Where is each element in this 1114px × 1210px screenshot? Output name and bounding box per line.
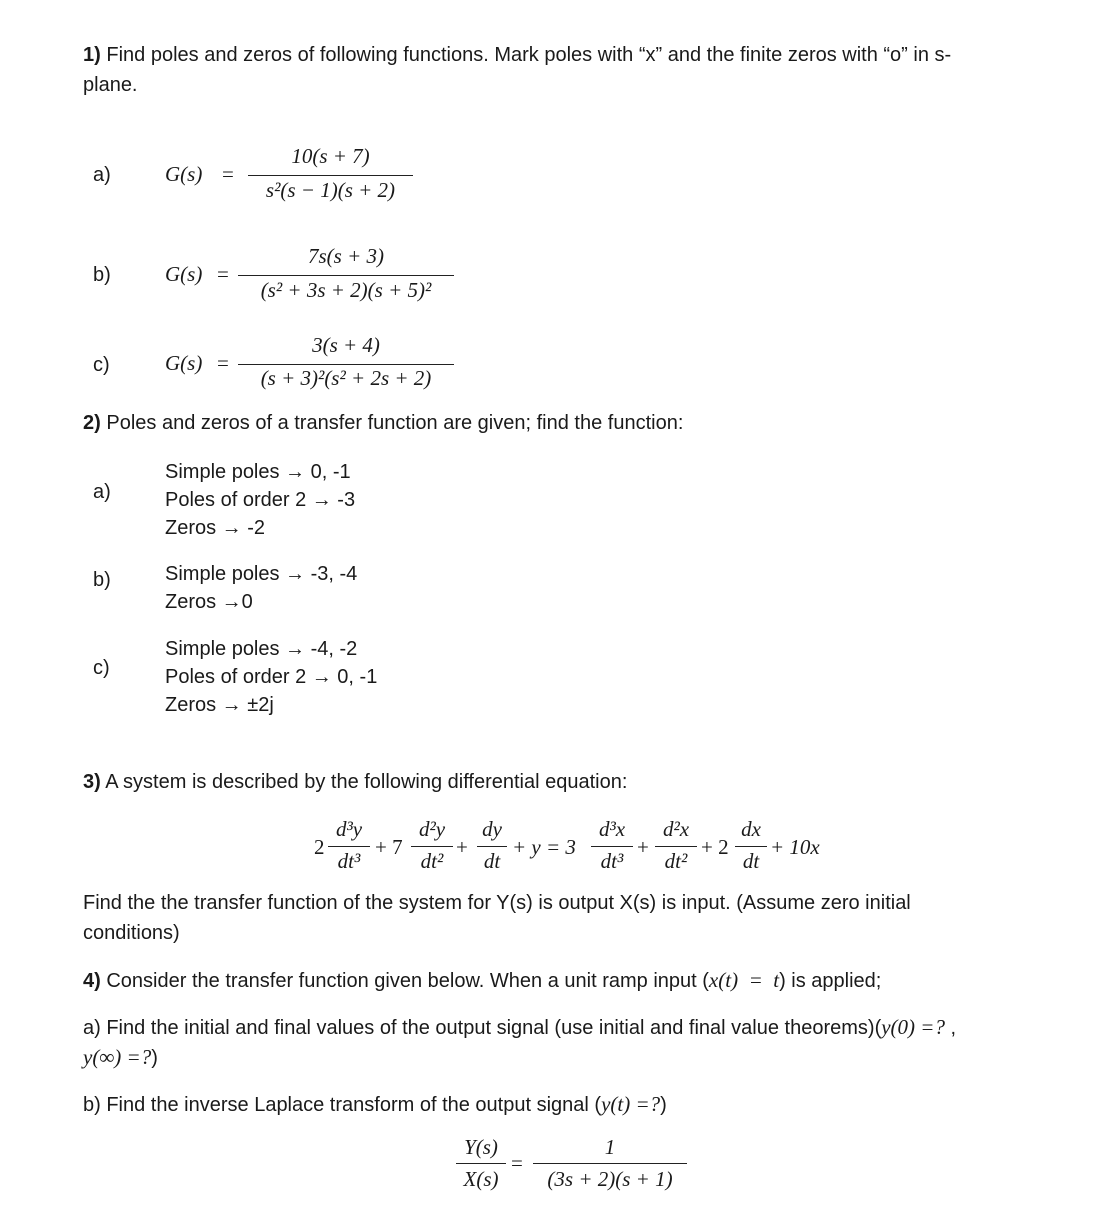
deq-frac6-den: dt <box>742 849 760 873</box>
q1b-denominator: (s² + 3s + 2)(s + 5)² <box>260 278 432 302</box>
deq-frac3-bar <box>477 846 507 847</box>
deq-frac3-num: dy <box>482 817 502 841</box>
q2-text: Poles and zeros of a transfer function are given; find the function: <box>106 412 684 434</box>
deq-op1: + 7 <box>375 835 403 859</box>
q4-text-math: x(t) = t <box>708 968 780 992</box>
q1c-label: c) <box>93 354 110 376</box>
q1-text-line2: plane. <box>83 74 138 96</box>
q1a-numerator: 10(s + 7) <box>291 144 370 168</box>
q2a-line-1: Simple poles → 0, -1 <box>165 461 351 483</box>
q4a-pre: a) Find the initial and final values of the output signal (use initial and final value theorems)( <box>83 1017 882 1039</box>
q2c-label: c) <box>93 657 110 679</box>
q4a-math1: y(0) =? <box>881 1015 945 1039</box>
q1b-lhs: G(s) <box>165 262 203 286</box>
q2c-line-2: Poles of order 2 → 0, -1 <box>165 666 378 688</box>
q1b-equals: = <box>217 262 229 286</box>
deq-frac1-num: d³y <box>335 817 363 841</box>
tf-num: 1 <box>604 1135 616 1159</box>
q4-text-pre: Consider the transfer function given below. When a unit ramp input ( <box>106 970 709 992</box>
q2b-label: b) <box>93 569 111 591</box>
q1c-lhs: G(s) <box>165 351 203 375</box>
q3-number: 3) <box>83 771 101 793</box>
q4-statement <box>83 965 881 996</box>
q1b-label: b) <box>93 264 111 286</box>
deq-frac1-bar <box>328 846 370 847</box>
tf-lhs-num: Y(s) <box>464 1135 498 1159</box>
q4b-post: ) <box>660 1094 667 1116</box>
q1b-numerator: 7s(s + 3) <box>307 244 384 268</box>
deq-op2: + <box>456 835 468 859</box>
deq-frac5-den: dt² <box>664 849 688 873</box>
deq-tail: + 10x <box>770 835 820 859</box>
deq-frac4-den: dt³ <box>600 849 624 873</box>
q1c-numerator: 3(s + 4) <box>312 333 380 357</box>
deq-frac6-bar <box>735 846 767 847</box>
deq-frac2-bar <box>411 846 453 847</box>
q3-text: A system is described by the following differential equation: <box>105 771 628 793</box>
deq-frac2-den: dt² <box>420 849 444 873</box>
q2c-line-3: Zeros → ±2j <box>165 694 274 716</box>
q4b-math: y(t) =? <box>601 1092 661 1116</box>
deq-mid: + y = 3 <box>512 835 576 859</box>
deq-frac4-num: d³x <box>598 817 626 841</box>
q4b-pre: b) Find the inverse Laplace transform of the output signal ( <box>83 1094 602 1116</box>
q1c-denominator: (s + 3)²(s² + 2s + 2) <box>260 366 432 390</box>
deq-op4: + 2 <box>701 835 729 859</box>
q4a-post: ) <box>151 1047 158 1069</box>
q2a-line-2: Poles of order 2 → -3 <box>165 489 356 511</box>
q4a-math2: y(∞) =? <box>83 1045 152 1069</box>
q4-number: 4) <box>83 970 101 992</box>
tf-den: (3s + 2)(s + 1) <box>547 1167 673 1191</box>
deq-op3: + <box>637 835 649 859</box>
q4b-line <box>83 1089 667 1120</box>
q2b-line-2: Zeros →0 <box>165 591 253 613</box>
q1a-denominator: s²(s − 1)(s + 2) <box>265 178 396 202</box>
q2-number: 2) <box>83 412 101 434</box>
q4a-mid: , <box>944 1017 957 1039</box>
q2a-line-3: Zeros → -2 <box>165 517 266 539</box>
deq-frac4-bar <box>591 846 633 847</box>
q1a-fraction-bar <box>248 175 413 176</box>
tf-equals: = <box>511 1151 523 1175</box>
q2c-line-1: Simple poles → -4, -2 <box>165 638 358 660</box>
q1a-label: a) <box>93 164 111 186</box>
q3-statement <box>83 767 627 797</box>
tf-bar <box>533 1163 687 1164</box>
deq-frac3-den: dt <box>483 849 501 873</box>
deq-frac1-den: dt³ <box>337 849 361 873</box>
deq-coef-2: 2 <box>314 835 325 859</box>
q1-text-line1: Find poles and zeros of following functions. Mark poles with “x” and the finite zeros with “o” in s- <box>106 44 952 66</box>
q4-text-post: ) is applied; <box>779 970 882 992</box>
tf-lhs-den: X(s) <box>463 1167 499 1191</box>
deq-frac2-num: d²y <box>418 817 446 841</box>
q2b-line-1: Simple poles → -3, -4 <box>165 563 358 585</box>
q2a-label: a) <box>93 481 111 503</box>
q3-find-line2: conditions) <box>83 922 180 944</box>
q1b-fraction-bar <box>238 275 454 276</box>
q2-statement <box>83 408 683 438</box>
q1a-lhs: G(s) <box>165 162 203 186</box>
deq-frac6-num: dx <box>741 817 761 841</box>
deq-frac5-num: d²x <box>662 817 690 841</box>
deq-frac5-bar <box>655 846 697 847</box>
tf-lhs-bar <box>456 1163 506 1164</box>
q1c-equals: = <box>217 351 229 375</box>
q1a-equals: = <box>222 162 234 186</box>
q1c-fraction-bar <box>238 364 454 365</box>
q1-number: 1) <box>83 44 101 66</box>
q4a-line2 <box>83 1042 158 1073</box>
q1-statement <box>83 40 951 70</box>
q4a-line1 <box>83 1012 956 1043</box>
q3-find-line1: Find the the transfer function of the system for Y(s) is output X(s) is input. (Assume zero initial <box>83 892 911 914</box>
